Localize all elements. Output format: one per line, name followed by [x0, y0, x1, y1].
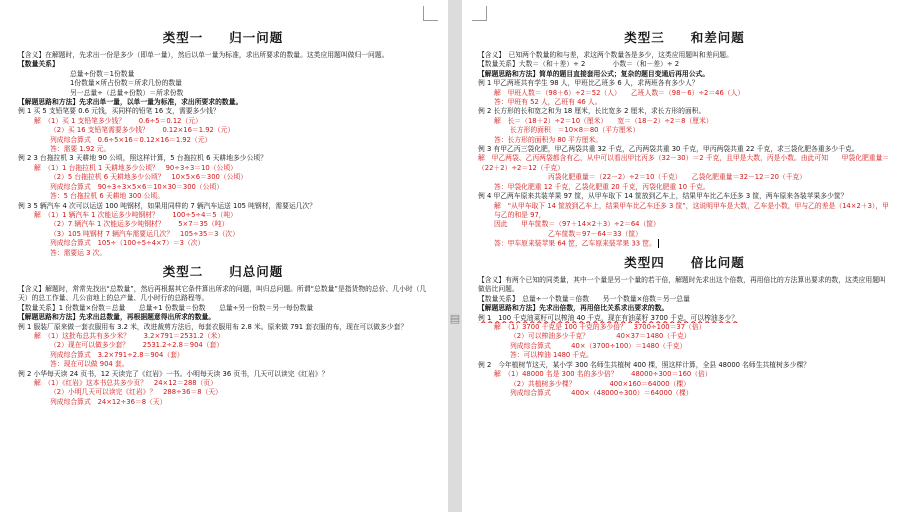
solution-step: 解 （1）3700 千克是 100 千克的多少倍？ 3700÷100＝37（倍）: [494, 323, 706, 332]
example-question: 例 2 长方形的长和宽之和为 18 厘米，长比宽多 2 厘米，求长方形的面积。: [478, 107, 706, 116]
combined-formula: 列成综合算式 105÷（100÷5÷4×7）＝3（次）: [50, 239, 205, 248]
combined-formula: 列成综合算式 40×（3700÷100）＝1480（千克）: [510, 341, 687, 350]
section-title-type-one: 类型一 归一问题: [162, 30, 284, 45]
example-question: 例 1 买 5 支铅笔要 0.6 元钱，买同样的铅笔 16 支，需要多少钱？: [18, 107, 220, 116]
example-question: 例 3 5 辆汽车 4 次可以运送 100 吨钢材，如果用同样的 7 辆汽车运送 105 吨钢材，需要运几次？: [18, 201, 317, 210]
solution-step: 解 （1）买 1 支铅笔多少钱？ 0.6÷5＝0.12（元）: [34, 116, 202, 125]
combined-formula: 列成综合算式 3.2×791÷2.8＝904（套）: [50, 350, 184, 359]
section-title-type-three: 类型三 和差问题: [624, 30, 745, 45]
definition-line: 【含义】解题时，常常先找出“总数量”，然后再根据其它条件算出所求的问题，叫归总问题。所谓“总数量”是指货物的总价、几小时（几天）的总工作量、几公亩地上的总产量、几小时行的总路程等。: [18, 284, 427, 303]
solution-step: 解 （1）《红岩》这本书总共多少页？ 24×12＝288（页）: [34, 379, 218, 387]
quantity-relation-line: 【数量关系】大数＝（和＋差）÷ 2 小数＝（和－差）÷ 2: [478, 60, 680, 69]
example-question: [478, 314, 891, 323]
page-corner-mark: [423, 6, 438, 21]
definition-line: 【含义】在解题时，先求出一份是多少（即单一量），然后以单一量为标准，求出所要求的数量。这类应用题叫做归一问题。: [18, 51, 389, 59]
solution-step: （2）共植树多少棵？ 400×160＝64000（棵）: [510, 379, 690, 388]
example-question: 例 1 服装厂原来做一套衣服用布 3.2 米，改进裁剪方法后，每套衣服用布 2.8 米。原来做 791 套衣服的布，现在可以做多少套？: [18, 322, 408, 331]
answer-text: 答：甲车原来装苹果 64 筐，乙车原来装苹果 33 筐。: [494, 239, 656, 248]
formula-line: 1份数量×所占份数＝所求几份的数量: [70, 79, 182, 88]
combined-formula: 列成综合算式 0.6÷5×16＝0.12×16＝1.92（元）: [50, 135, 212, 144]
solution-step: 丙袋化肥重量＝（22－2）÷2＝10（千克） 乙袋化肥重量＝32－12＝20（千克）: [548, 173, 807, 182]
section-title-type-two: 类型二 归总问题: [162, 263, 284, 279]
answer-line: 答：需要 1.92 元。: [50, 145, 111, 154]
quantity-relation-line: 【数量关系】1 份数量×份数＝总量 总量÷1 份数量＝份数 总量÷另一份数＝另一每份数量: [18, 303, 314, 312]
answer-line: 答：长方形的面积为 80 平方厘米。: [494, 135, 603, 144]
section-title-type-four: 类型四 倍比问题: [624, 255, 745, 271]
answer-line: 答：现在可以做 904 套。: [50, 360, 129, 369]
solution-step: （2）可以榨油多少千克？ 40×37＝1480（千克）: [510, 332, 691, 341]
answer-line: 答：5 台拖拉机 6 天耕地 300 公顷。: [50, 192, 164, 201]
page-corner-mark: [472, 6, 487, 21]
method-line: 【解题思路和方法】先求出倍数，再用倍比关系求出要求的数。: [478, 304, 669, 313]
document-page-left: [0, 0, 448, 512]
page-break-icon[interactable]: ▤: [449, 312, 461, 325]
answer-line: [478, 239, 891, 249]
formula-line: 总量÷份数＝1份数量: [70, 69, 135, 78]
solution-step: 解 （1）48000 名是 300 名的多少倍？ 48000÷300＝160（倍）: [494, 370, 712, 379]
example-question: 例 2 小华每天读 24 页书，12 天读完了《红岩》一书。小明每天读 36 页书，几天可以读完《红岩》？: [18, 369, 329, 378]
solution-step: 长方形的面积 ＝10×8＝80（平方厘米）: [510, 126, 640, 135]
method-line: 【解题思路和方法】简单的题目直接套用公式；复杂的题目变通后再用公式。: [478, 69, 710, 78]
solution-step: 解 甲班人数＝（98＋6）÷2＝52（人） 乙班人数＝（98－6）÷2＝46（人）: [494, 88, 745, 97]
solution-step: 解 “从甲车取下 14 筐放到乙车上，结果甲车比乙车还多 3 筐”，这说明甲车是大数，乙车是小数，甲与乙的差是（14×2＋3），甲与乙的和是 97，: [494, 201, 889, 219]
quantity-relation-line: 【数量关系】 总量÷一个数量＝倍数 另一个数量×倍数＝另一总量: [478, 294, 690, 303]
quantity-relation-heading: 【数量关系】: [18, 60, 59, 69]
answer-line: 答：需要运 3 次。: [50, 248, 107, 257]
example-question: 例 1 甲乙两班共有学生 98 人，甲班比乙班多 6 人，求两班各有多少人？: [478, 79, 699, 88]
text-cursor: [658, 239, 659, 248]
solution-step: 解 甲乙两袋、乙丙两袋都含有乙，从中可以看出甲比丙多（32－30）＝2 千克，且甲是大数，丙是小数。由此可知 甲袋化肥重量＝（22＋2）÷2＝12（千克）: [478, 154, 890, 172]
solution-step: （2）现在可以做多少套？ 2531.2÷2.8＝904（套）: [50, 341, 224, 350]
definition-line: 【含义】有两个已知的同类量，其中一个量是另一个量的若干倍，解题时先求出这个倍数，再用倍比的方法算出要求的数，这类应用题叫做倍比问题。: [478, 276, 886, 294]
solution-step: 因此 甲车筐数＝（97＋14×2＋3）÷2＝64（筐）: [494, 220, 660, 229]
example-question-text: 例 1 100 千克油菜籽可以榨油 40 千克，现在有油菜籽 3700 千克，可以榨油多少？: [478, 313, 739, 322]
method-line: 【解题思路和方法】先求出总数量，再根据题意得出所求的数量。: [18, 313, 216, 322]
solution-step: （3）105 吨钢材 7 辆汽车需要运几次？ 105÷35＝3（次）: [50, 229, 239, 238]
answer-line: 答：甲袋化肥重 12 千克，乙袋化肥重 20 千克，丙袋化肥重 10 千克。: [494, 182, 710, 191]
example-question: 例 2 今年植树节这天，某小学 300 名师生共植树 400 棵，照这样计算，全县 48000 名师生共植树多少棵？: [478, 360, 811, 369]
example-question: 例 4 甲乙两车原来共装苹果 97 筐，从甲车取下 14 筐放到乙车上，结果甲车比乙车还多 3 筐，两车原来各装苹果多少筐？: [478, 192, 848, 201]
solution-step: 解 （1）1 台拖拉机 1 天耕地多少公顷？ 90÷3÷3＝10（公顷）: [34, 163, 237, 172]
combined-formula: 列成综合算式 400×（48000÷300）＝64000（棵）: [510, 388, 693, 397]
solution-step: 解 （1）这批布总共有多少米？ 3.2×791＝2531.2（米）: [34, 331, 225, 340]
solution-step: （2）小明几天可以读完《红岩》？ 288÷36＝8（天）: [50, 388, 222, 397]
combined-formula: 列成综合算式 90÷3÷3×5×6＝10×30＝300（公顷）: [50, 182, 224, 191]
solution-step: （2）买 16 支铅笔需要多少钱？ 0.12×16＝1.92（元）: [50, 126, 235, 135]
definition-line: 【含义】 已知两个数量的和与差，求这两个数量各是多少，这类应用题叫和差问题。: [478, 51, 733, 59]
solution-step: 解 （1）1 辆汽车 1 次能运多少吨钢材？ 100÷5÷4＝5（吨）: [34, 210, 237, 219]
document-page-right: [462, 0, 911, 512]
answer-line: 答：甲班有 52 人，乙班有 46 人。: [494, 98, 602, 107]
solution-step: （2）5 台拖拉机 6 天耕地多少公顷？ 10×5×6＝300（公顷）: [50, 173, 248, 182]
example-question: 例 2 3 台拖拉机 3 天耕地 90 公顷，照这样计算，5 台拖拉机 6 天耕地多少公顷？: [18, 154, 267, 163]
solution-step: 乙车筐数＝97－64＝33（筐）: [548, 229, 642, 238]
answer-line: 答：可以榨油 1480 千克。: [510, 351, 593, 360]
formula-line: 另一总量÷（总量÷份数）＝所求份数: [70, 88, 184, 97]
example-question: 例 3 有甲乙丙三袋化肥，甲乙两袋共重 32 千克，乙丙两袋共重 30 千克，甲丙两袋共重 22 千克，求三袋化肥各重多少千克。: [478, 145, 859, 154]
solution-step: （2）7 辆汽车 1 次能运多少吨钢材？ 5×7＝35（吨）: [50, 220, 229, 229]
combined-formula: 列成综合算式 24×12÷36＝8（天）: [50, 397, 167, 406]
method-line: 【解题思路和方法】先求出单一量，以单一量为标准，求出所要求的数量。: [18, 98, 243, 107]
solution-step: 解 长＝（18＋2）÷2＝10（厘米） 宽＝（18－2）÷2＝8（厘米）: [494, 116, 713, 125]
